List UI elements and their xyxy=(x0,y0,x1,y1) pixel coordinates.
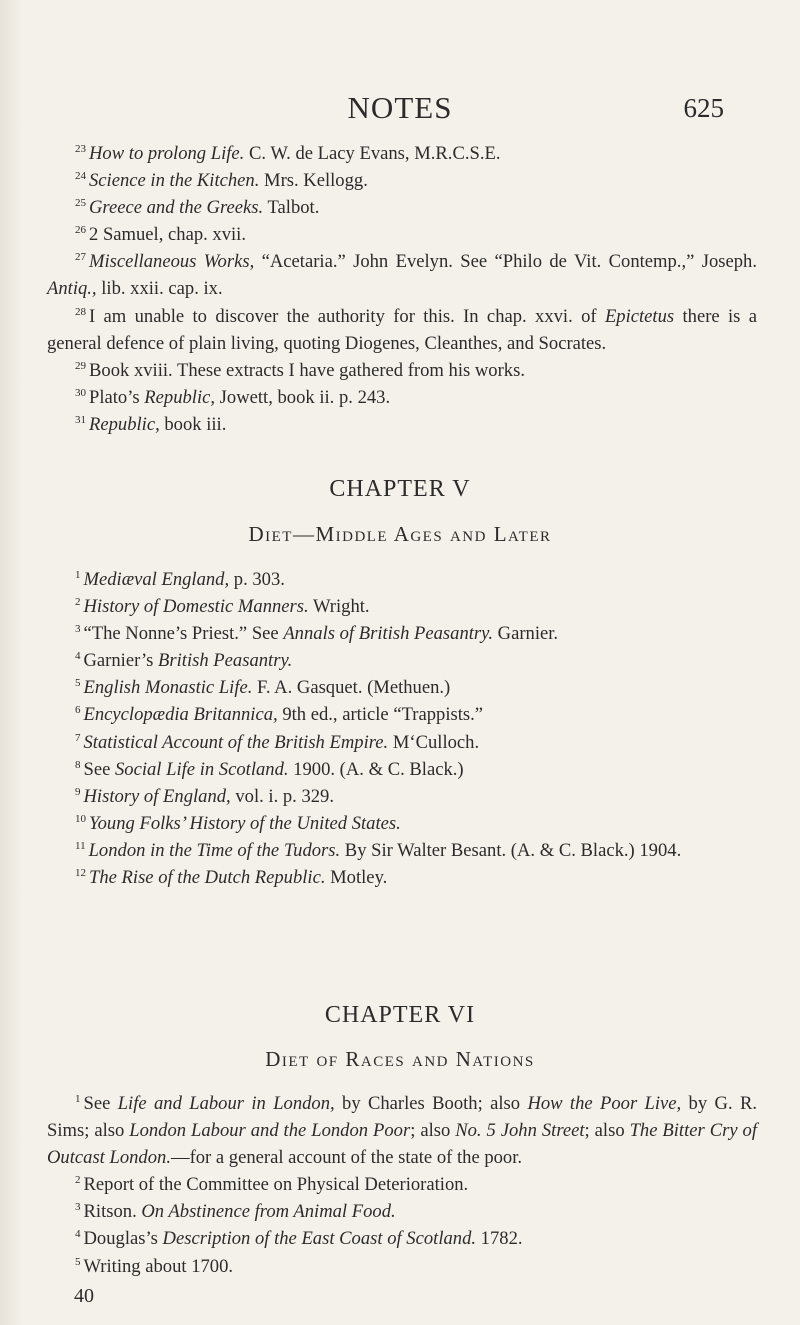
ch5-note-12: $^{12}$ The Rise of the Dutch Republic. Motley. xyxy=(75,867,388,889)
chapter-5-notes xyxy=(47,566,757,891)
ch5-note-9: $^9$ History of England, vol. i. p. 329. xyxy=(75,785,335,807)
signature-mark: 40 xyxy=(74,1285,94,1307)
chapter-5-title: CHAPTER V xyxy=(329,476,471,502)
ch5-note-7: $^7$ Statistical Account of the British Empire. M‘Culloch. xyxy=(75,731,480,753)
note-31: $^{31}$ Republic, book iii. xyxy=(75,413,227,435)
notes-continued xyxy=(47,140,757,438)
ch5-note-11: $^{11}$ London in the Time of the Tudors. By Sir Walter Besant. (A. & C. Black.) 1904. xyxy=(75,839,682,861)
note-28: $^{28}$ I am unable to discover the authority for this. In chap. xxvi. of Epictetus there is a general defence of plain living, quoting Diogenes, Cleanthes, and Socrates. xyxy=(47,305,758,354)
ch6-note-2: $^2$ Report of the Committee on Physical Deterioration. xyxy=(75,1174,469,1196)
ch5-note-4: $^4$ Garnier’s British Peasantry. xyxy=(75,650,293,672)
ch6-note-1: $^1$ See Life and Labour in London, by Charles Booth; also How the Poor Live, by G. R. Sims; also London Labour and the London Poor; also No. 5 John Street; also The Bitter Cry of Outcast London.—for a general account of the state of the poor. xyxy=(47,1093,757,1169)
note-27: $^{27}$ Miscellaneous Works, “Acetaria.” John Evelyn. See “Philo de Vit. Contemp.,” Joseph. Antiq., lib. xxii. cap. ix. xyxy=(47,251,757,300)
ch5-note-10: $^{10}$ Young Folks’ History of the United States. xyxy=(75,812,401,834)
chapter-5-subtitle: Diet—Middle Ages and Later xyxy=(248,522,552,546)
ch5-note-8: $^8$ See Social Life in Scotland. 1900. (A. & C. Black.) xyxy=(75,758,464,780)
note-25: $^{25}$ Greece and the Greeks. Talbot. xyxy=(75,197,320,219)
page-number: 625 xyxy=(683,93,724,123)
note-29: $^{29}$ Book xviii. These extracts I have gathered from his works. xyxy=(75,359,525,381)
note-24: $^{24}$ Science in the Kitchen. Mrs. Kellogg. xyxy=(75,170,368,192)
ch5-note-2: $^2$ History of Domestic Manners. Wright. xyxy=(75,596,370,618)
ch6-note-4: $^4$ Douglas’s Description of the East Coast of Scotland. 1782. xyxy=(75,1228,523,1250)
note-23: $^{23}$ How to prolong Life. C. W. de Lacy Evans, M.R.C.S.E. xyxy=(75,143,501,164)
running-title: NOTES xyxy=(347,90,453,125)
ch5-note-5: $^5$ English Monastic Life. F. A. Gasquet. (Methuen.) xyxy=(75,677,451,699)
note-30: $^{30}$ Plato’s Republic, Jowett, book ii. p. 243. xyxy=(75,386,391,408)
running-head xyxy=(0,90,800,130)
chapter-6-notes xyxy=(47,1090,757,1280)
ch6-note-5: $^5$ Writing about 1700. xyxy=(75,1255,234,1277)
ch5-note-1: $^1$ Mediæval England, p. 303. xyxy=(75,569,285,590)
ch6-note-3: $^3$ Ritson. On Abstinence from Animal Food. xyxy=(75,1201,396,1223)
ch5-note-6: $^6$ Encyclopædia Britannica, 9th ed., article “Trappists.” xyxy=(75,704,484,726)
ch5-note-3: $^3$ “The Nonne’s Priest.” See Annals of British Peasantry. Garnier. xyxy=(75,623,559,645)
chapter-6-title: CHAPTER VI xyxy=(324,1002,476,1028)
note-26: $^{26}$ 2 Samuel, chap. xvii. xyxy=(75,224,246,246)
chapter-6-subtitle: Diet of Races and Nations xyxy=(265,1047,535,1071)
